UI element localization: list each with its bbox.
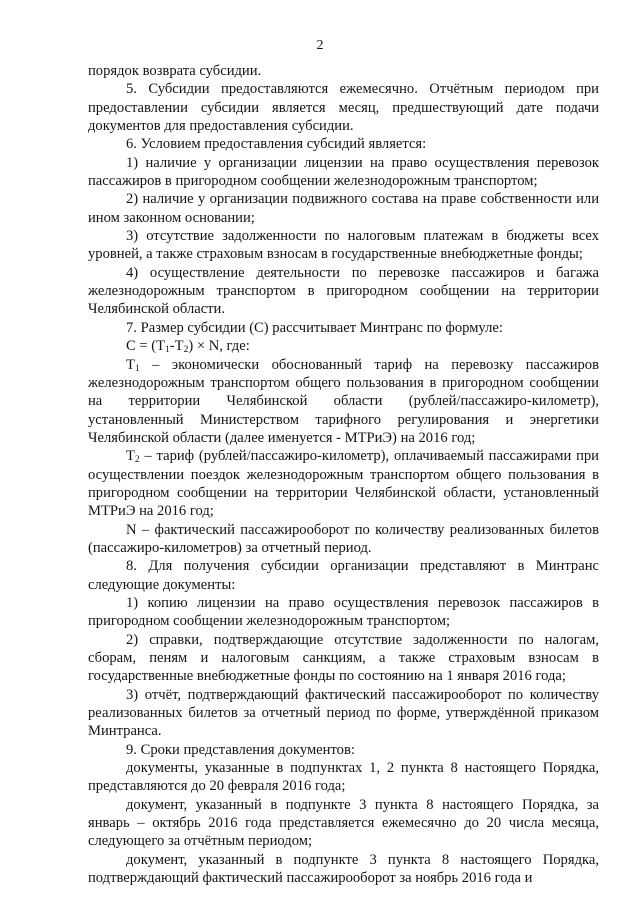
definition-t1 bbox=[88, 356, 599, 448]
paragraph-5: 5. Субсидии предоставляются ежемесячно. Отчётным периодом при предоставлении субсидии является месяц, предшествующий дате подачи документов для предоставления субсидии. bbox=[88, 81, 599, 135]
paragraph-7: 7. Размер субсидии (С) рассчитывает Минтранс по формуле: bbox=[126, 319, 503, 336]
definition-n: N – фактический пассажирооборот по количеству реализованных билетов (пассажиро-километров) за отчетный период. bbox=[88, 521, 599, 556]
paragraph-6-item-1: 1) наличие у организации лицензии на право осуществления перевозок пассажиров в пригородном сообщении железнодорожным транспортом; bbox=[88, 154, 599, 190]
t2-text: – тариф (рублей/пассажиро-километр), оплачиваемый пассажирами при осуществлении поездок железнодорожным транспортом общего пользования в пригородном сообщении на территории Челябинской области, установленный МТРиЭ на 2016 год; bbox=[88, 448, 599, 520]
document-body bbox=[88, 62, 599, 887]
t2-symbol: Т bbox=[126, 448, 135, 465]
t1-text: – экономически обоснованный тариф на перевозку пассажиров железнодорожным транспортом общего пользования в пригородном сообщении на территории Челябинской области (рублей/пассажиро-километр), установленный Министерством тарифного регулирования и энергетики Челябинской области (далее именуется - МТРиЭ) на 2016 год; bbox=[88, 356, 599, 446]
formula-subscript-2: 2 bbox=[183, 345, 189, 356]
paragraph-continuation: порядок возврата субсидии. bbox=[88, 63, 262, 79]
paragraph-9: 9. Сроки представления документов: bbox=[126, 741, 355, 758]
formula-part: С = (Т bbox=[126, 338, 166, 355]
t1-symbol: Т bbox=[126, 356, 135, 373]
paragraph-8: 8. Для получения субсидии организации представляют в Минтранс следующие документы: bbox=[88, 558, 599, 593]
page-number: 2 bbox=[316, 38, 324, 53]
paragraph-9-item-1: документы, указанные в подпунктах 1, 2 пункта 8 настоящего Порядка, представляются до 20 февраля 2016 года; bbox=[88, 760, 599, 795]
t2-subscript: 2 bbox=[134, 455, 140, 466]
paragraph-6-item-2: 2) наличие у организации подвижного состава на праве собственности или ином законном основании; bbox=[88, 191, 599, 226]
paragraph-6-item-3: 3) отсутствие задолженности по налоговым платежам в бюджеты всех уровней, а также страховым взносам в государственные внебюджетные фонды; bbox=[88, 228, 599, 263]
formula-part: ) × N, где: bbox=[188, 338, 250, 355]
paragraph-6: 6. Условием предоставления субсидий является: bbox=[126, 136, 427, 153]
paragraph-8-item-3: 3) отчёт, подтверждающий фактический пассажирооборот по количеству реализованных билетов за отчетный период по форме, утверждённой приказом Минтранса. bbox=[88, 686, 599, 740]
subsidy-formula bbox=[88, 337, 599, 355]
t1-subscript: 1 bbox=[134, 363, 140, 374]
paragraph-8-item-1: 1) копию лицензии на право осуществления перевозок пассажиров в пригородном сообщении железнодорожным транспортом; bbox=[88, 594, 599, 630]
paragraph-6-item-4: 4) осуществление деятельности по перевозке пассажиров и багажа железнодорожным транспортом в пригородном сообщении на территории Челябинской области. bbox=[88, 264, 599, 318]
paragraph-9-item-2: документ, указанный в подпункте 3 пункта 8 настоящего Порядка, за январь – октябрь 2016 года представляется ежемесячно до 20 числа месяца, следующего за отчётным периодом; bbox=[88, 796, 599, 850]
definition-t2 bbox=[88, 447, 599, 520]
paragraph-8-item-2: 2) справки, подтверждающие отсутствие задолженности по налогам, сборам, пеням и налоговым санкциям, а также страховым взносам в государственные внебюджетные фонды по состоянию на 1 января 2016 года; bbox=[88, 631, 599, 685]
formula-subscript-1: 1 bbox=[165, 345, 170, 356]
paragraph-9-item-3: документ, указанный в подпункте 3 пункта 8 настоящего Порядка, подтверждающий фактический пассажирооборот за ноябрь 2016 года и bbox=[88, 851, 599, 887]
formula-part: -Т bbox=[169, 338, 184, 355]
